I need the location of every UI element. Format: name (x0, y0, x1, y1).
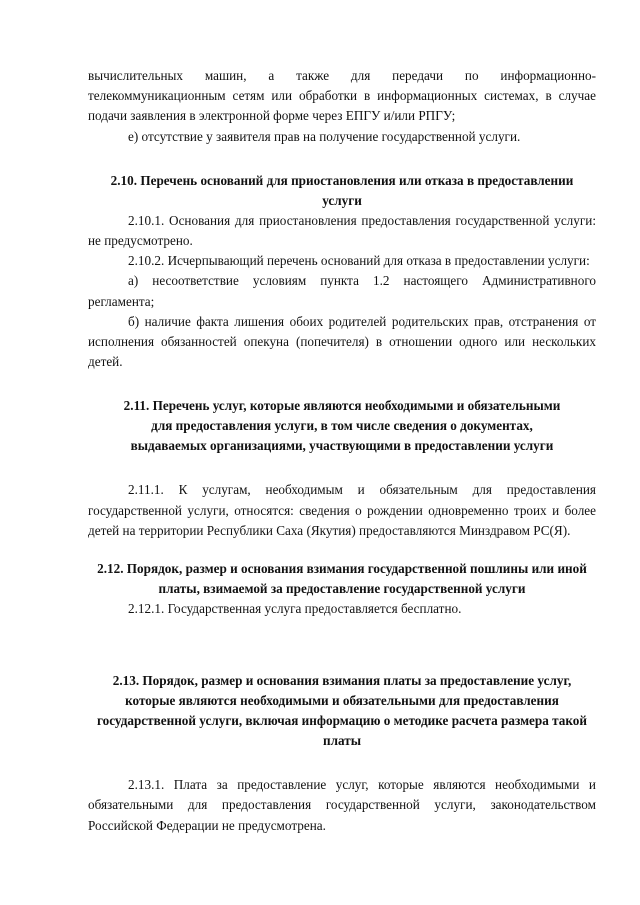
section-2-11-1: 2.11.1. К услугам, необходимым и обязательным для предоставления государственной услуги, относятся: сведения о рождении одновременно троих и более детей на территории Республики Саха (Якутия) предоставляются Минздравом РС(Я). (88, 482, 596, 538)
section-2-10-item-a: а) несоответствие условиям пункта 1.2 настоящего Административного регламента; (88, 273, 596, 309)
section-2-10-item-b: б) наличие факта лишения обоих родителей родительских прав, отстранения от исполнения обязанностей опекуна (попечителя) в отношении одного или нескольких детей. (88, 313, 596, 370)
section-2-11-heading: 2.11. Перечень услуг, которые являются необходимыми и обязательными для предоставления услуги, в том числе сведения о документах, выдаваемых организациями, участвующими в предоставлении услуги (123, 398, 561, 454)
section-2-13-1: 2.13.1. Плата за предоставление услуг, которые являются необходимыми и обязательными для предоставления государственной услуги, законодательством Российской Федерации не предусмотрена. (88, 777, 596, 833)
section-2-10-2: 2.10.2. Исчерпывающий перечень оснований для отказа в предоставлении услуги: (128, 253, 590, 269)
intro-item-e: е) отсутствие у заявителя прав на получение государственной услуги. (128, 128, 521, 144)
section-2-12-1: 2.12.1. Государственная услуга предоставляется бесплатно. (128, 601, 462, 617)
section-2-10-1: 2.10.1. Основания для приостановления предоставления государственной услуги: не предусмотрено. (88, 212, 596, 249)
section-2-13-heading: 2.13. Порядок, размер и основания взимания платы за предоставление услуг, которые являются необходимыми и обязательными для предоставления государственной услуги, включая информацию о методике расчета размера такой платы (97, 673, 587, 749)
section-2-10-heading: 2.10. Перечень оснований для приостановления или отказа в предоставлении услуги (110, 172, 574, 208)
section-2-12-heading: 2.12. Порядок, размер и основания взимания государственной пошлины или иной платы, взимаемой за предоставление государственной услуги (97, 561, 587, 597)
intro-paragraph: вычислительных машин, а также для передачи по информационно-телекоммуникационным сетям или обработки в информационных системах, в случае подачи заявления в электронной форме через ЕПГУ и/или РПГУ; (88, 68, 596, 124)
